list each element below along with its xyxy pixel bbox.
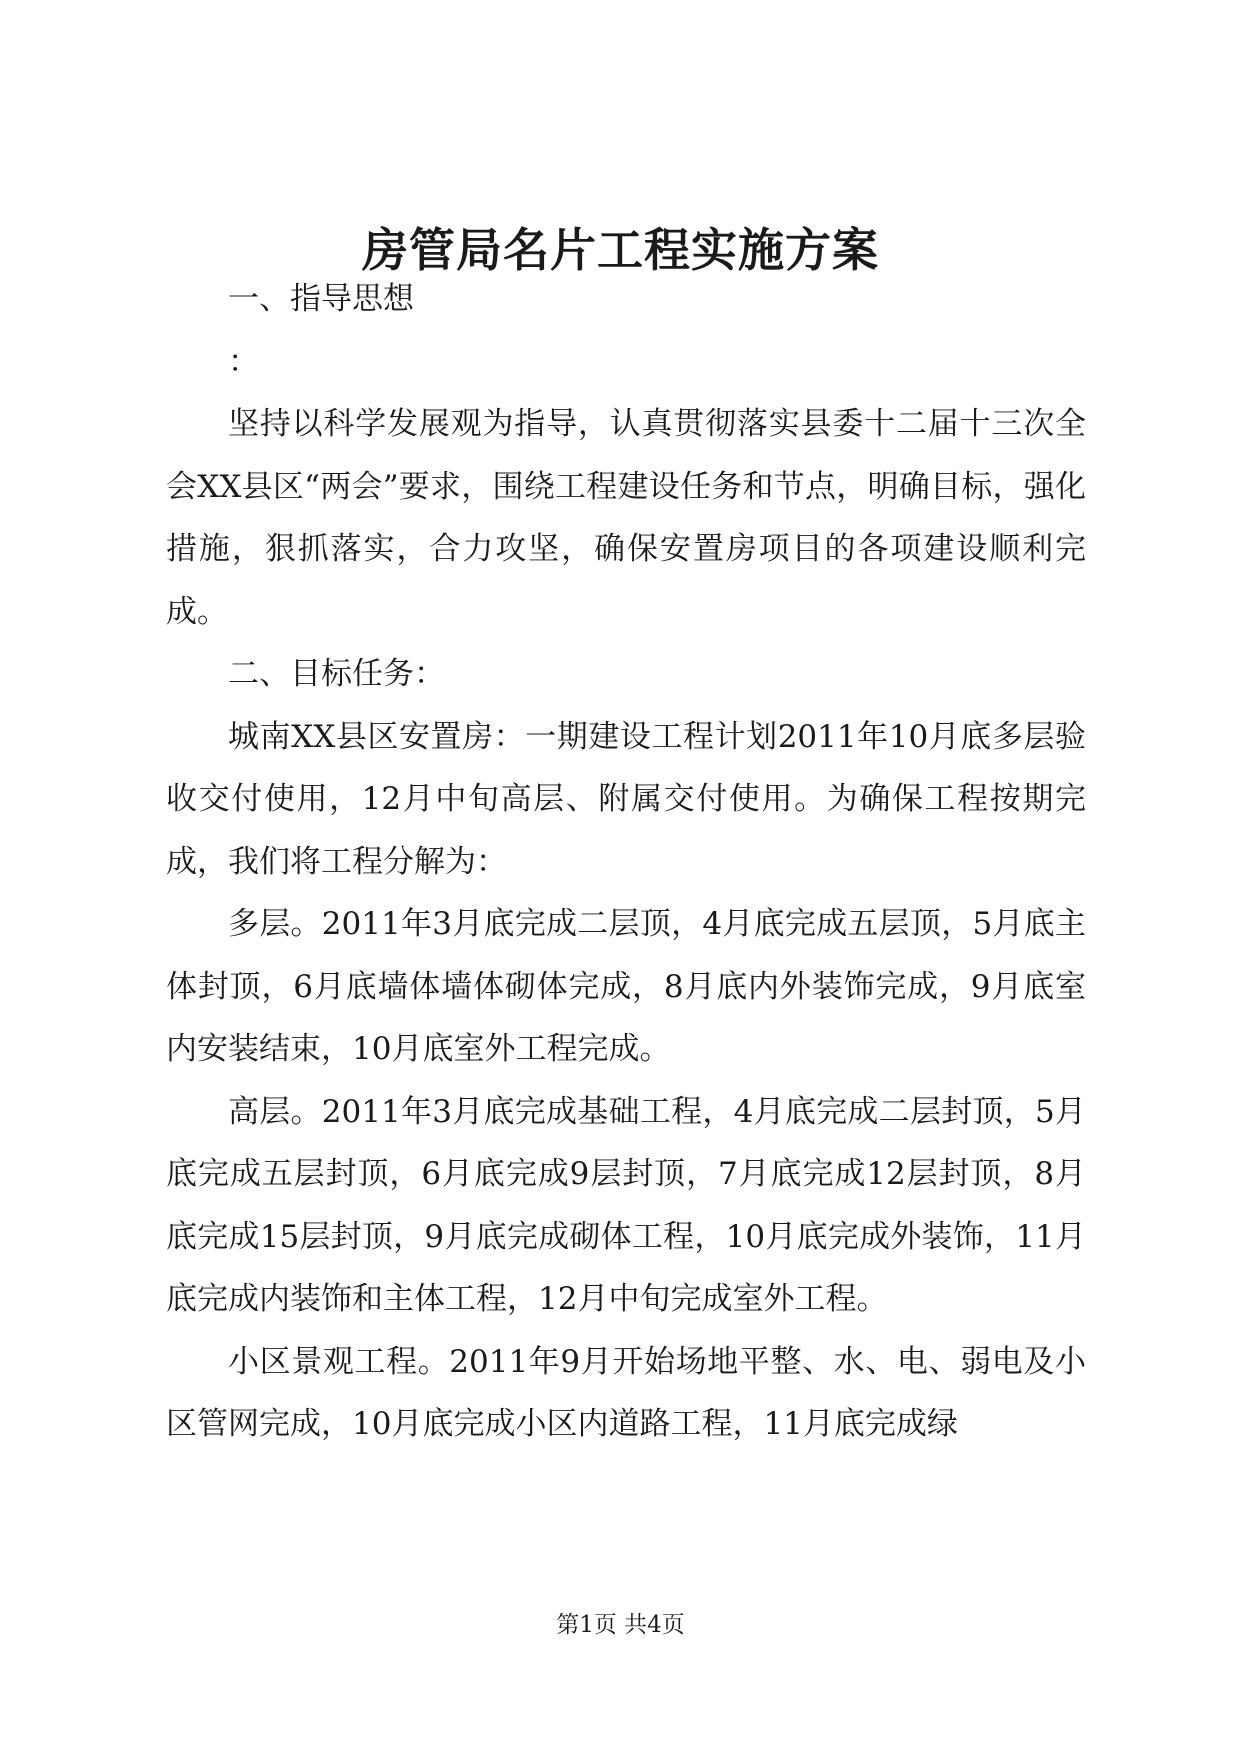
page-number-footer: 第1页 共4页 <box>556 1612 685 1638</box>
paragraph-colon: ： <box>228 343 259 380</box>
document-body <box>166 268 1086 1456</box>
paragraph-multi-storey: 多层。2011年3月底完成二层顶，4月底完成五层顶，5月底主体封顶，6月底墙体墙体砌体完成，8月底内外装饰完成，9月底室内安装结束，10月底室外工程完成。 <box>166 906 1086 1067</box>
paragraph-resettlement-housing: 城南XX县区安置房：一期建设工程计划2011年10月底多层验收交付使用，12月中旬高层、附属交付使用。为确保工程按期完成，我们将工程分解为： <box>166 718 1086 880</box>
document-title: 房管局名片工程实施方案 <box>362 223 879 277</box>
paragraph-landscape: 小区景观工程。2011年9月开始场地平整、水、电、弱电及小区管网完成，10月底完成小区内道路工程，11月底完成绿 <box>166 1343 1086 1442</box>
section-heading-guiding-ideology: 一、指导思想 <box>228 281 414 317</box>
section-heading-goals: 二、目标任务： <box>228 656 445 692</box>
paragraph-guiding-content: 坚持以科学发展观为指导，认真贯彻落实县委十二届十三次全会XX县区“两会”要求，围绕工程建设任务和节点，明确目标，强化措施，狠抓落实，合力攻坚，确保安置房项目的各项建设顺利完成。 <box>166 406 1086 630</box>
paragraph-high-rise: 高层。2011年3月底完成基础工程，4月底完成二层封顶，5月底完成五层封顶，6月底完成9层封顶，7月底完成12层封顶，8月底完成15层封顶，9月底完成砌体工程，10月底完成外装饰，11月底完成内装饰和主体工程，12月中旬完成室外工程。 <box>166 1093 1086 1317</box>
